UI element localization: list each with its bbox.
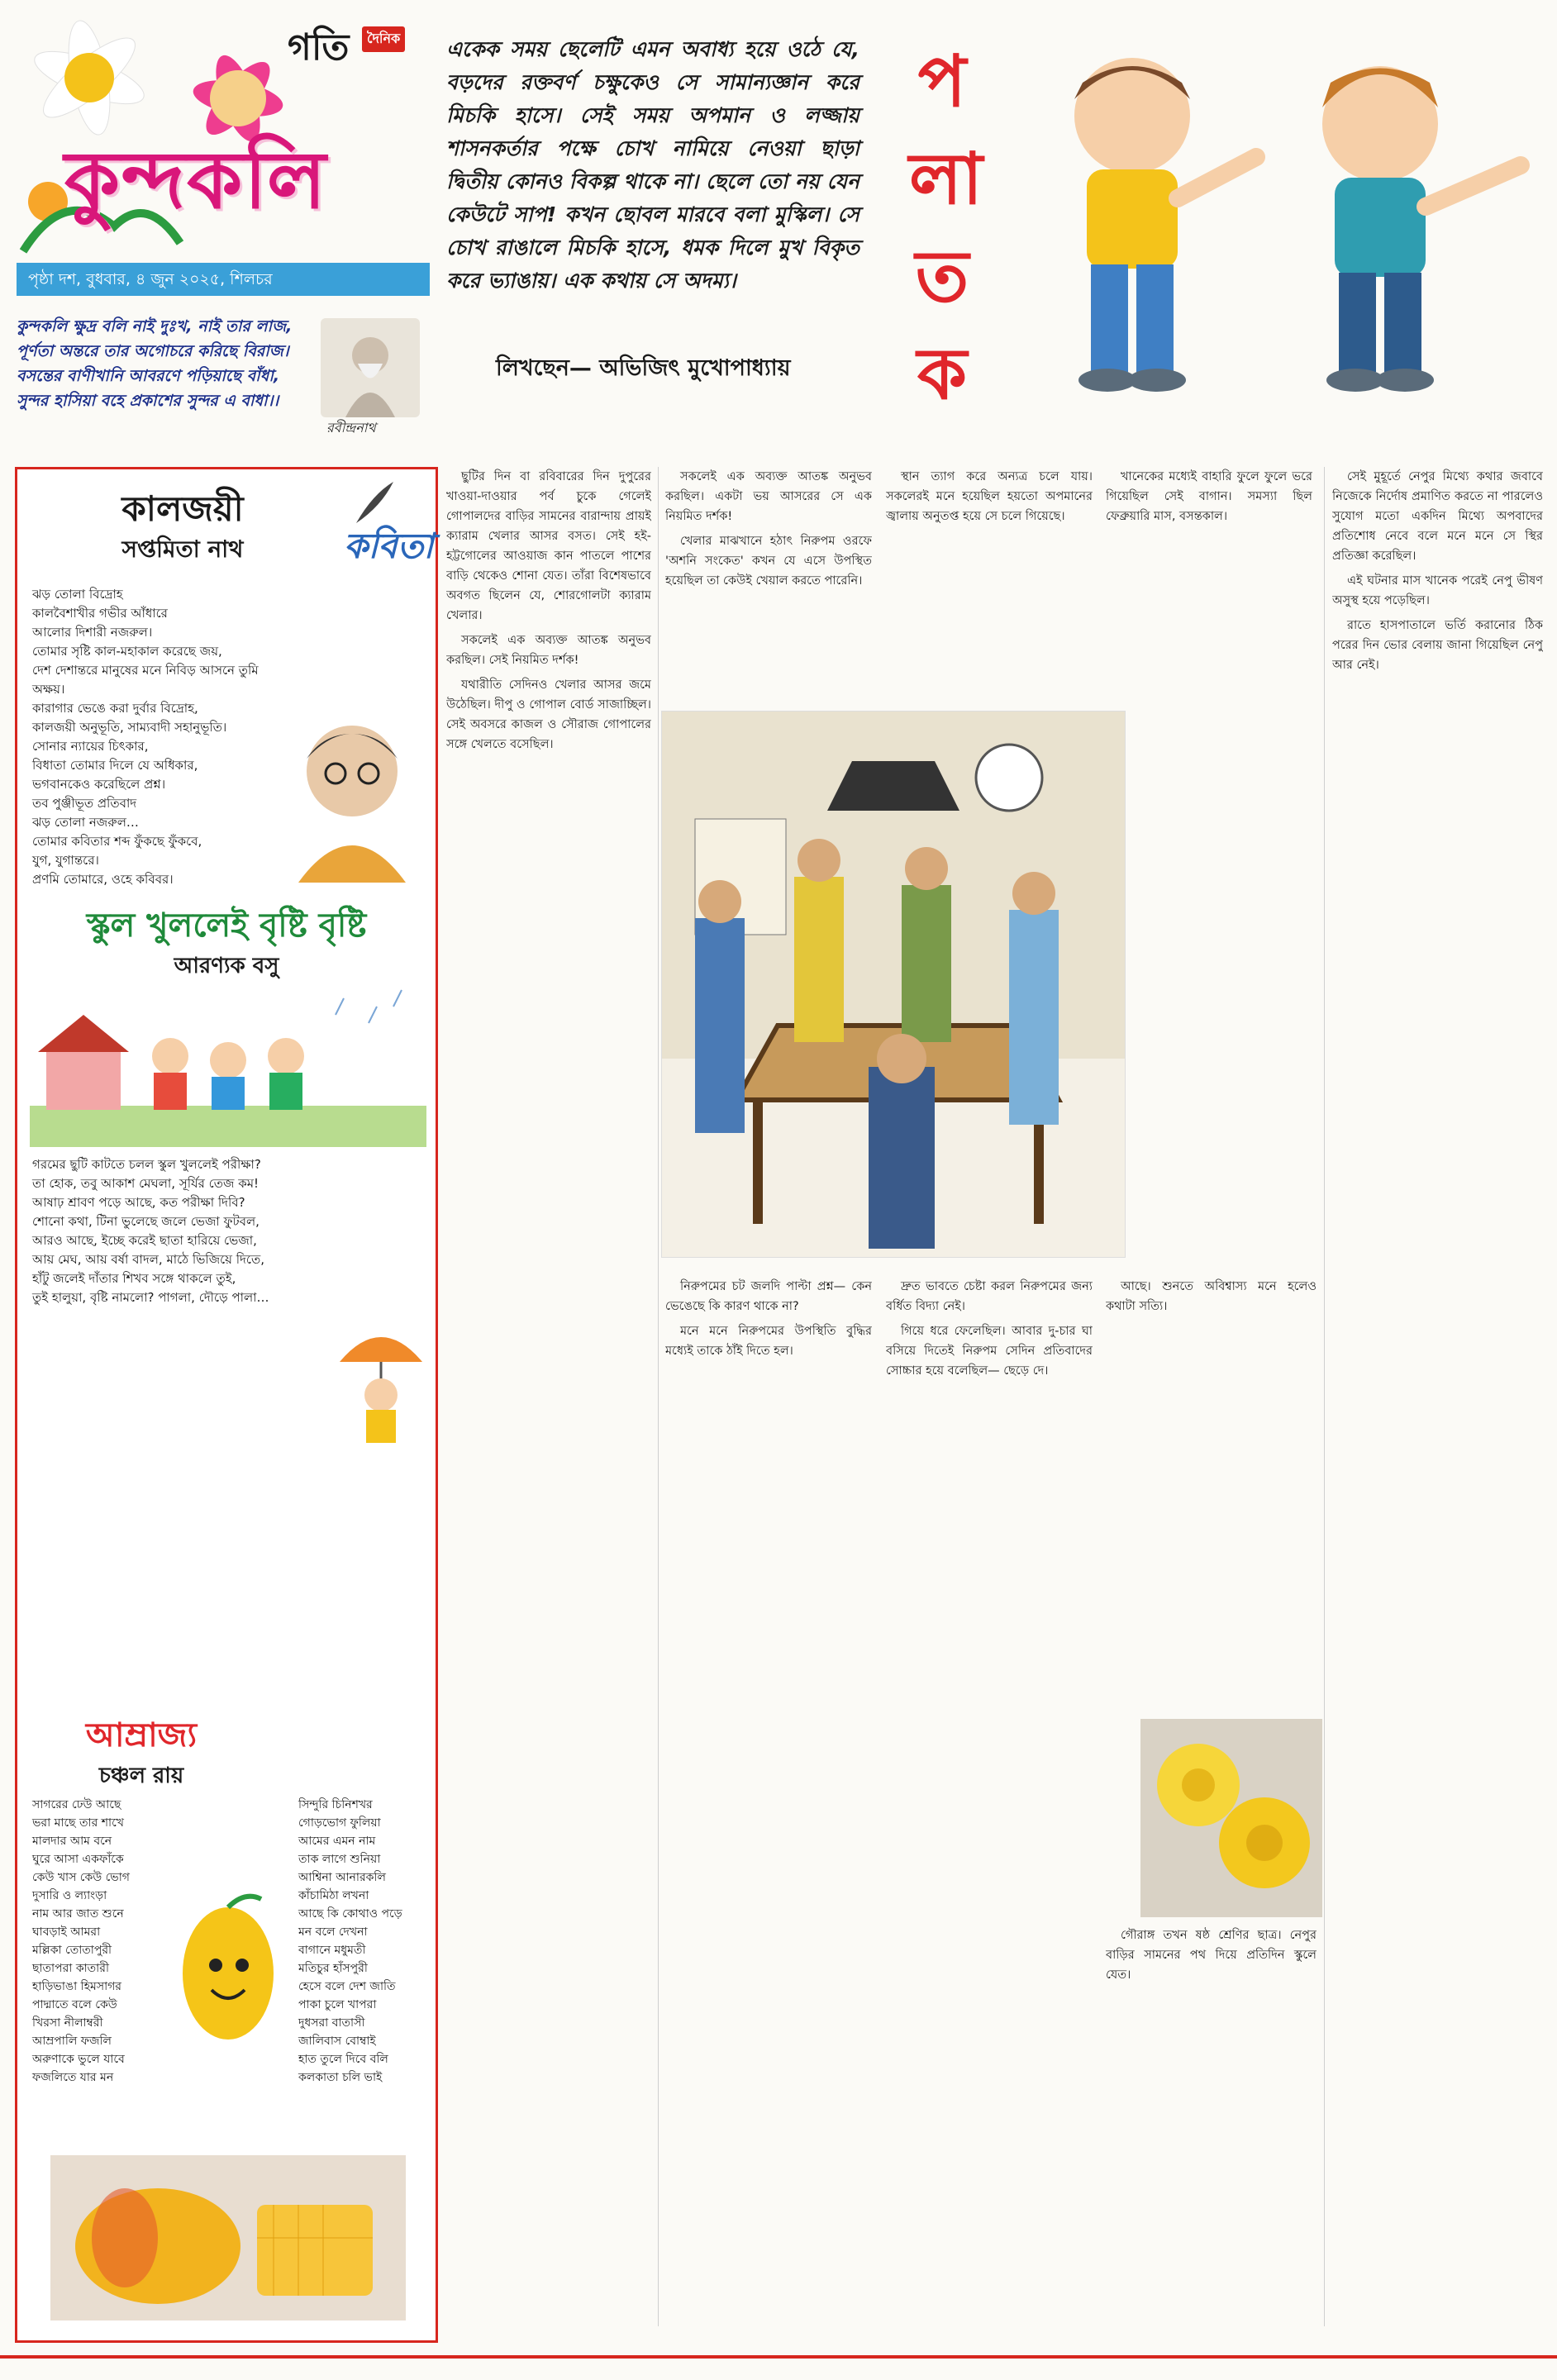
poem-line: তোমার কবিতার শব্দ ফুঁকছে ফুঁকবে, <box>32 834 202 849</box>
supplement-title: কুন্দকলি <box>64 133 328 226</box>
poem-line: গরমের ছুটি কাটতে চলল স্কুল খুললেই পরীক্ষা? <box>32 1157 261 1172</box>
tagore-quote: কুন্দকলি ক্ষুদ্র বলি নাই দুঃখ, নাই তার লাজ, পূর্ণতা অন্তরে তার অগোচরে করিছে বিরাজ। বসন্তের বাণীখানি আবরণে পড়িয়াছে বাঁধা, সুন্দর হাসিয়া বহে প্রকাশের সুন্দর এ বাধা।। <box>17 317 293 410</box>
poem-line: কলকাতা চলি ভাই <box>298 2071 383 2084</box>
carrom-illustration-icon <box>661 711 1126 1258</box>
poem1-title: কালজয়ী <box>121 488 244 529</box>
paragraph: স্থান ত্যাগ করে অন্যত্র চলে যায়। সকলেরই মনে হয়েছিল হয়তো অপমানের জ্বালায় অনুতপ্ত হয়ে সে চলে গিয়েছে। <box>886 470 1093 523</box>
poem-line: সোনার ন্যায়ের চিৎকার, <box>32 739 149 754</box>
poem-line: কালজয়ী অনুভূতি, সাম্যবাদী সহানুভূতি। <box>32 720 227 735</box>
paragraph: গিয়ে ধরে ফেলেছিল। আবার দু-চার ঘা বসিয়ে দিতেই নিরুপম সেদিন প্রতিবাদের সোচ্চার হয়ে বলেছিল— ছেড়ে দে। <box>886 1325 1093 1378</box>
poetry-column <box>15 467 438 2343</box>
yellow-roses-icon <box>1140 1719 1322 1917</box>
title-letter: ত <box>915 236 969 318</box>
story-title <box>909 33 983 423</box>
nazrul-portrait-icon <box>282 709 422 883</box>
paragraph: যথারীতি সেদিনও খেলার আসর জমে উঠেছিল। দীপু ও গোপাল বোর্ড সাজাচ্ছিল। সেই অবসরে কাজল ও সৌরাজ গোপালের সঙ্গে খেলতে বসেছিল। <box>446 678 651 751</box>
poem3-title: আম্রাজ্য <box>85 1716 198 1754</box>
story-column-4-lower <box>1106 1277 1317 1706</box>
story-byline: লিখছেন— অভিজিৎ মুখোপাধ্যায় <box>496 355 791 381</box>
dateline: পৃষ্ঠা দশ, বুধবার, ৪ জুন ২০২৫, শিলচর <box>17 263 430 296</box>
poem-line: ভগবানকেও করেছিলে প্রশ্ন। <box>32 777 166 792</box>
title-letter: লা <box>909 138 983 221</box>
poem-line: পাদ্মাতে বলে কেউ <box>32 1998 117 2011</box>
poem-line: আম্রপালি ফজলি <box>32 2035 112 2048</box>
poem-line: ঘাবড়াই আমরা <box>32 1925 101 1939</box>
mango-character-icon <box>166 1891 290 2056</box>
poem-line: নাম আর জাত শুনে <box>32 1907 124 1921</box>
paragraph: খানেকের মধ্যেই বাহারি ফুলে ফুলে ভরে গিয়েছিল সেই বাগান। সমস্যা ছিল ফেব্রুয়ারি মাস, বসন্তকাল। <box>1106 470 1312 523</box>
poem-line: বাগানে মধুমতী <box>298 1944 366 1957</box>
boys-illustration-icon <box>983 25 1545 413</box>
brand-name: গতি <box>288 26 350 69</box>
poem-line: হাত তুলে দিবে বলি <box>298 2053 388 2066</box>
story-column-4-bottom <box>1106 1925 1317 2326</box>
poem2-title: স্কুল খুললেই বৃষ্টি বৃষ্টি <box>86 907 367 945</box>
quill-icon <box>348 478 398 527</box>
poem2-author: আরণ্যক বসু <box>174 954 279 978</box>
poem2-text <box>32 1155 346 1307</box>
story-column-2 <box>665 467 872 698</box>
story-column-1 <box>446 467 651 2326</box>
paragraph: দ্রুত ভাবতে চেষ্টা করল নিরুপমের জন্য বর্ধিত বিদ্যা নেই। <box>886 1280 1093 1313</box>
poem-line: কেউ খাস কেউ ভোগ <box>32 1871 130 1884</box>
poem3-right-text <box>298 1796 431 2087</box>
poem-line: হাঁটু জলেই দাঁতার শিখব সঙ্গে থাকলে তুই, <box>32 1271 236 1286</box>
poem-line: প্রণমি তোমারে, ওহে কবিবর। <box>32 872 174 887</box>
poem-line: আরও আছে, ইচ্ছে করেই ছাতা হারিয়ে ভেজা, <box>32 1233 257 1248</box>
poem-line: তাক লাগে শুনিয়া <box>298 1853 381 1866</box>
poem-line: ছাতাপরা কাতারী <box>32 1962 109 1975</box>
poem-line: অরুণাকে ভুলে যাবে <box>32 2053 125 2066</box>
poem-line: মতিচুর হাঁসপুরী <box>298 1962 368 1975</box>
poem-line: আমের এমন নাম <box>298 1835 376 1848</box>
poem-line: আশ্বিনা আনারকলি <box>298 1871 386 1884</box>
poem-line: হেসে বলে দেশ জাতি <box>298 1980 396 1993</box>
story-column-3-lower <box>886 1277 1093 2326</box>
paragraph: ছুটির দিন বা রবিবারের দিন দুপুরের খাওয়া-দাওয়ার পর্ব চুকে গেলেই গোপালদের বাড়ির সামনের বারান্দায় প্রায়ই ক্যারাম খেলার আসর বসত। সেই হই-হট্টগোলের আওয়াজ কান পাতলে পাশের বাড়ি থেকেও শোনা যেত। তাঁরা বিশেষভাবে অবগত ছিলেন যে, শোরগোলটা ক্যারাম খেলার। <box>446 470 651 622</box>
poem-line: মন বলে দেখনা <box>298 1925 368 1939</box>
paragraph: গৌরাঙ্গ তখন ষষ্ঠ শ্রেণির ছাত্র। নেপুর বাড়ির সামনের পথ দিয়ে প্রতিদিন স্কুলে যেত। <box>1106 1929 1317 1982</box>
poem-line: সাগরের ঢেউ আছে <box>32 1798 121 1811</box>
poem-line: বিধাতা তোমার দিলে যে অধিকার, <box>32 758 198 773</box>
poem-line: আষাঢ় শ্রাবণ পড়ে আছে, কত পরীক্ষা দিবি? <box>32 1195 245 1210</box>
story-column-4 <box>1106 467 1312 698</box>
story-intro: একেক সময় ছেলেটি এমন অবাধ্য হয়ে ওঠে যে, বড়দের রক্তবর্ণ চক্ষুকেও সে সামান্যজ্ঞান করে মিচকি হাসে। সেই সময় অপমান ও লজ্জায় শাসনকর্তার পক্ষে চোখ নামিয়ে নেওয়া ছাড়া দ্বিতীয় কোনও বিকল্প থাকে না। ছেলে তো নয় যেন কেউটে সাপ! কখন ছোবল মারবে বলা মুস্কিল। সে চোখ রাঙালে মিচকি হাসে, ধমক দিলে মুখ বিকৃত করে ভ্যাঙায়। এক কথায় সে অদম্য। <box>446 37 859 293</box>
poem-line: দেশ দেশান্তরে মানুষের মনে নিবিড় আসনে তুমি অক্ষয়। <box>32 663 259 697</box>
poem-line: জালিবাস বোম্বাই <box>298 2035 376 2048</box>
paragraph: আছে। শুনতে অবিশ্বাস্য মনে হলেও কথাটা সত্যি। <box>1106 1280 1317 1313</box>
poem1-text <box>32 585 280 889</box>
edition-badge: দৈনিক <box>362 26 405 52</box>
poem-line: ঘুরে আসা একফাঁকে <box>32 1853 124 1866</box>
poem-line: কাঁচামিঠা লখনা <box>298 1889 369 1902</box>
poem-line: মল্লিকা তোতাপুরী <box>32 1944 112 1957</box>
poem-line: তুই হালুয়া, বৃষ্টি নামলো? পাগলা, দৌড়ে পালা… <box>32 1290 269 1305</box>
poem-line: তোমার সৃষ্টি কাল-মহাকাল করেছে জয়, <box>32 644 222 659</box>
paragraph: সেই মুহূর্তে নেপুর মিথ্যে কথার জবাবে নিজেকে নির্দোষ প্রমাণিত করতে না পারলেও সুযোগ মতো একদিন মিথ্যে অপবাদের প্রতিশোধ নেবে বলে মনে মনে সে স্থির প্রতিজ্ঞা করেছিল। <box>1332 470 1543 563</box>
poem-line: আছে কি কোথাও পড়ে <box>298 1907 402 1921</box>
kobita-badge: কবিতা <box>344 526 434 566</box>
paragraph: নিরুপমের চট জলদি পাল্টা প্রশ্ন— কেন ভেঙেছে কি কারণ থাকে না? <box>665 1280 872 1313</box>
poem-line: কালবৈশাখীর গভীর আঁধারে <box>32 606 168 621</box>
paragraph: খেলার মাঝখানে হঠাৎ নিরুপম ওরফে 'অশনি সংকেত' কখন যে এসে উপস্থিত হয়েছিল তা কেউই খেয়াল করতে পারেনি। <box>665 535 872 588</box>
mango-photo-icon <box>50 2155 406 2320</box>
poem-line: তা হোক, তবু আকাশ মেঘলা, সূর্যির তেজ কম! <box>32 1176 260 1191</box>
kids-rain-illustration-icon <box>30 982 426 1147</box>
poem-line: ফজলিতে যার মন <box>32 2071 114 2084</box>
poem3-author: চঞ্চল রায় <box>98 1764 184 1788</box>
tagore-portrait-icon <box>321 318 420 417</box>
poem1-author: সপ্তমিতা নাথ <box>121 536 244 563</box>
poem-line: পাকা চুলে খাপরা <box>298 1998 377 2011</box>
poem-line: আলোর দিশারী নজরুল। <box>32 625 153 640</box>
poem-line: গোড়ভোগ ফুলিয়া <box>298 1816 381 1830</box>
poem-line: মালদার আম বনে <box>32 1835 112 1848</box>
poem-line: তব পুঞ্জীভূত প্রতিবাদ <box>32 796 137 811</box>
story-column-5 <box>1332 467 1543 2326</box>
poem-line: ঝড় তোলা বিদ্রোহ <box>32 587 123 602</box>
poem-line: হাড়িভাঙা হিমসাগর <box>32 1980 122 1993</box>
poem-line: সিন্দুরি চিনিশখর <box>298 1798 373 1811</box>
masthead <box>15 20 428 293</box>
umbrella-child-icon <box>331 1312 431 1478</box>
poem-line: আয় মেঘ, আয় বর্ষা বাদল, মাঠে ভিজিয়ে দিতে, <box>32 1252 264 1267</box>
paragraph: এই ঘটনার মাস খানেক পরেই নেপু ভীষণ অসুস্থ হয়ে পড়েছিল। <box>1332 574 1543 607</box>
poem-line: কারাগার ভেঙে করা দুর্বার বিদ্রোহ, <box>32 701 198 716</box>
story-column-2-lower <box>665 1277 872 2326</box>
paragraph: সকলেই এক অব্যক্ত আতঙ্ক অনুভব করছিল। সেই নিয়মিত দর্শক! <box>446 634 651 667</box>
poem-line: দুধসরা বাতাসী <box>298 2016 365 2030</box>
story-column-3 <box>886 467 1093 698</box>
poem3-left-text <box>32 1796 156 2087</box>
paragraph: সকলেই এক অব্যক্ত আতঙ্ক অনুভব করছিল। একটা ভয় আসরের সে এক নিয়মিত দর্শক! <box>665 470 872 523</box>
poem-line: খিরসা নীলাম্বরী <box>32 2016 103 2030</box>
title-letter: ক <box>917 333 968 416</box>
poem-line: দুসারি ও ল্যাংড়া <box>32 1889 107 1902</box>
bottom-rule <box>0 2355 1557 2359</box>
paragraph: মনে মনে নিরুপমের উপস্থিতি বুদ্ধির মধ্যেই তাকে ঠাঁই দিতে হল। <box>665 1325 872 1358</box>
poem-line: ভরা মাছে তার শাখে <box>32 1816 124 1830</box>
poem-line: যুগ, যুগান্তরে। <box>32 853 99 868</box>
poem-line: ঝড় তোলা নজরুল… <box>32 815 139 830</box>
poem-line: শোনো কথা, টিনা ভুলেছে জলে ভেজা ফুটবল, <box>32 1214 260 1229</box>
signature: রবীন্দ্রনাথ <box>326 420 376 436</box>
title-letter: প <box>917 40 967 123</box>
paragraph: রাতে হাসপাতালে ভর্তি করানোর ঠিক পরের দিন ভোর বেলায় জানা গিয়েছিল নেপু আর নেই। <box>1332 619 1543 672</box>
